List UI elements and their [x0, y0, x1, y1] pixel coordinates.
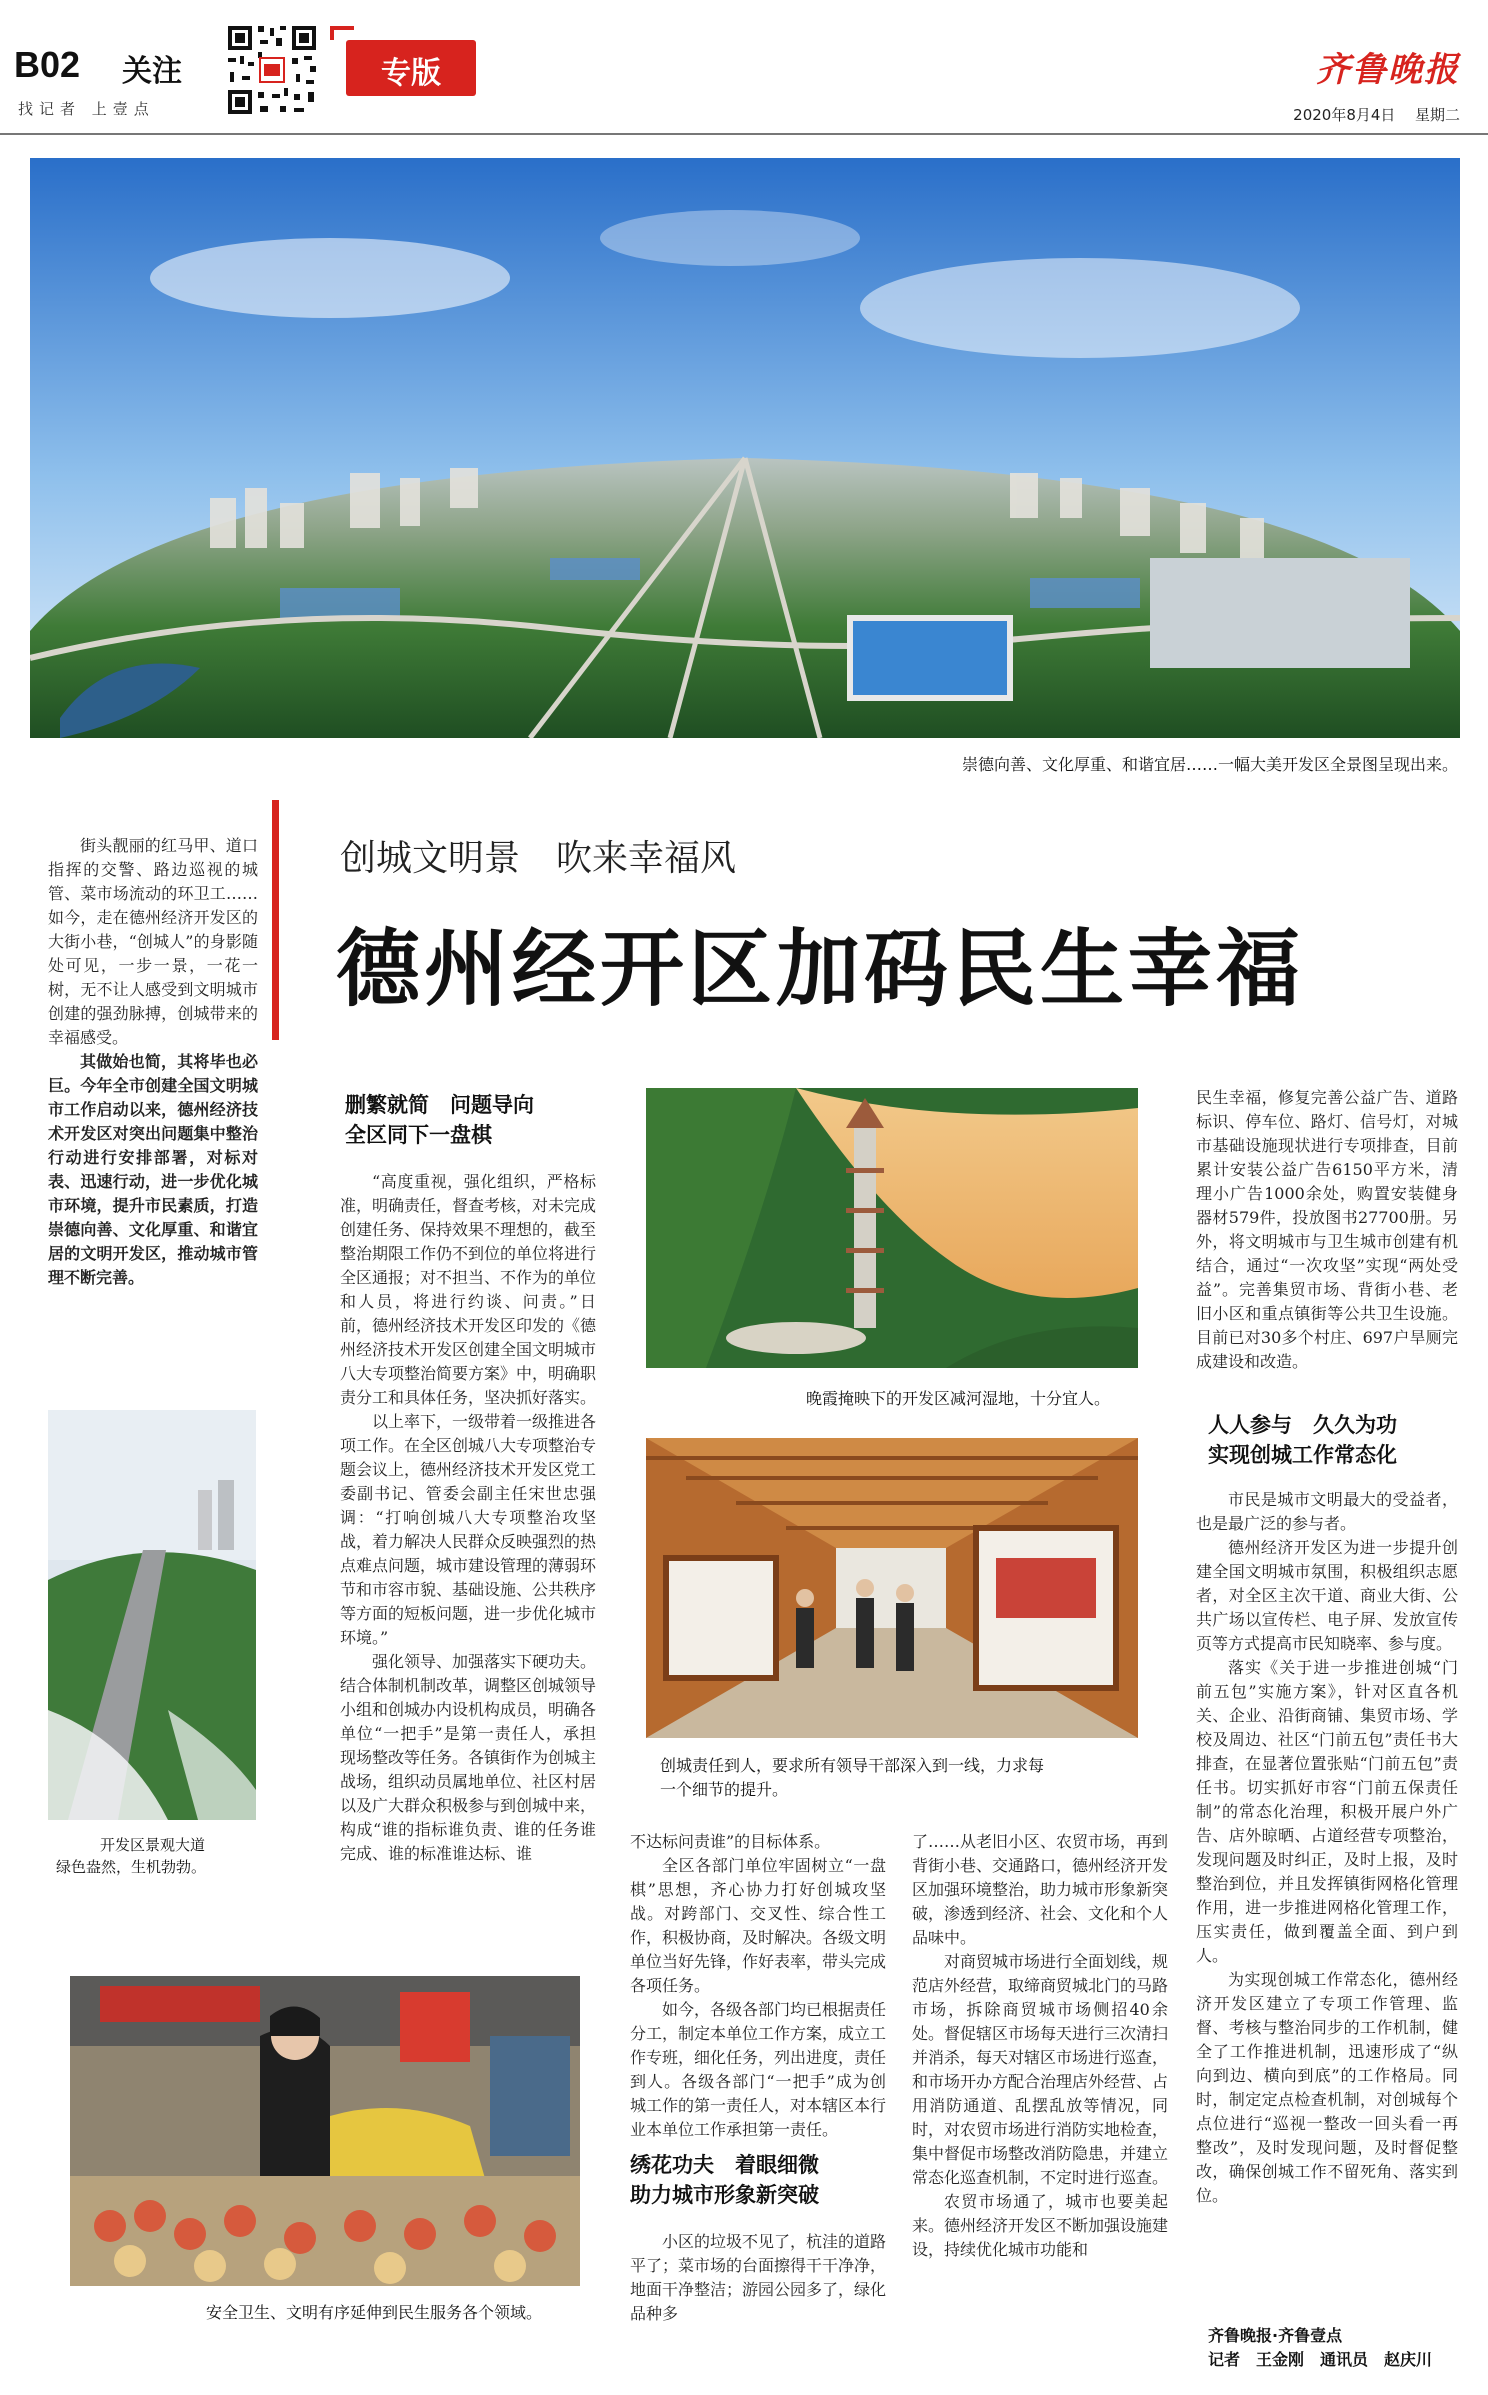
boulevard-caption [56, 1834, 207, 1878]
column-tag-label: 专版 [381, 56, 441, 91]
panorama-photo [30, 158, 1460, 738]
col4-paragraph-2: 对商贸城市场进行全面划线，规范店外经营，取缔商贸城北门的马路市场，拆除商贸城市场侧招40余处。督促辖区市场每天进行三次清扫并消杀，每天对辖区市场进行巡查，和市场开办方配合治理店外经营、占用消防通道、乱摆乱放等情况，同时，对农贸市场进行消防实地检查，集中督促市场整改消防隐患，并建立常态化巡查机制，不定时进行巡查。 [912, 1952, 1169, 2187]
date-text: 2020年8月4日 [1293, 106, 1396, 124]
column-3 [630, 1830, 886, 2142]
byline-reporters: 记者 王金刚 通讯员 赵庆川 [1208, 2350, 1433, 2369]
masthead [0, 0, 1488, 140]
column-2 [340, 1170, 596, 1866]
col2-paragraph-2: 以上率下，一级带着一级推进各项工作。在全区创城八大专项整治专题会议上，德州经济技术开发区党工委副书记、管委会副主任宋世忠强调：“打响创城八大专项整治攻坚战，着力解决人民群众反映强烈的热点难点问题，城市建设管理的薄弱环节和市容市貌、基础设施、公共秩序等方面的短板问题，进一步优化城市环境。” [340, 1412, 597, 1647]
page-number: B02 [14, 44, 81, 85]
boulevard-photo [48, 1410, 256, 1820]
weekday-text: 星期二 [1414, 106, 1460, 124]
corridor-caption [660, 1754, 1044, 1802]
column-5b [1196, 1488, 1458, 2208]
col2-paragraph-3: 强化领导、加强落实下硬功夫。结合体制机制改革，调整区创城领导小组和创城办内设机构成员，明确各单位“一把手”是第一责任人，承担现场整改等任务。各镇街作为创城主战场，组织动员属地单位、社区村居以及广大群众积极参与到创城中来，构成“谁的指标谁负责、谁的任务谁完成、谁的标准谁达标、谁 [340, 1652, 597, 1863]
col3-paragraph-2: 全区各部门单位牢固树立“一盘棋”思想，齐心协力打好创城攻坚战。对跨部门、交叉性、综合性工作，积极协商，及时解决。各级文明单位当好先锋，作好表率，带头完成各项任务。 [630, 1856, 887, 1995]
column-4 [912, 1830, 1168, 2262]
article-kicker: 创城文明景 吹来幸福风 [340, 838, 737, 879]
boulevard-caption-line-1: 开发区景观大道 [100, 1836, 206, 1854]
col4-paragraph-1: 了……从老旧小区、农贸市场，再到背街小巷、交通路口，德州经济开发区加强环境整治，助力城市形象新突破，渗透到经济、社会、文化和个人品味中。 [912, 1832, 1169, 1947]
col4-paragraph-3: 农贸市场通了，城市也要美起来。德州经济开发区不断加强设施建设，持续优化城市功能和 [912, 2192, 1169, 2259]
col5b-paragraph-3: 落实《关于进一步推进创城“门前五包”实施方案》，针对区直各机关、企业、沿街商铺、集贸市场、学校及周边、社区“门前五包”责任书大排查，在显著位置张贴“门前五包”责任书。切实抓好市容“门前五保责任制”的常态化治理，积极开展户外广告、店外晾晒、占道经营专项整治，发现问题及时纠正，及时上报，及时整治到位，并且发挥镇街网格化管理作用，进一步推进网格化管理工作，压实责任，做到覆盖全面、到户到人。 [1196, 1658, 1458, 1965]
lead-paragraph-1: 街头靓丽的红马甲、道口指挥的交警、路边巡视的城管、菜市场流动的环卫工……如今，走在德州经济开发区的大街小巷，“创城人”的身影随处可见，一步一景，一花一树，无不让人感受到文明城市创建的强劲脉搏，创城带来的幸福感受。 [48, 836, 258, 1047]
header-rule [0, 133, 1488, 135]
col2-paragraph-1: “高度重视，强化组织，严格标准，明确责任，督查考核，对未完成创建任务、保持效果不理想的，截至整治期限工作仍不到位的单位将进行全区通报；对不担当、不作为的单位和人员，将进行约谈、问责。”日前，德州经济技术开发区印发的《德州经济技术开发区创建全国文明城市八大专项整治简要方案》中，明确职责分工和具体任务，坚决抓好落实。 [340, 1172, 597, 1407]
col3-paragraph-1: 不达标问责谁”的目标体系。 [630, 1832, 831, 1851]
issue-date [1293, 104, 1460, 125]
market-caption: 安全卫生、文明有序延伸到民生服务各个领域。 [206, 2303, 543, 2322]
lead-paragraph-2: 其做始也简，其将毕也必巨。今年全市创建全国文明城市工作启动以来，德州经济技术开发区对突出问题集中整治行动进行安排部署，对标对表、迅速行动，进一步优化城市环境，提升市民素质，打造崇德向善、文化厚重、和谐宜居的文明开发区，推动城市管理不断完善。 [48, 1052, 258, 1287]
byline [1208, 2324, 1432, 2372]
section-1-title [345, 1090, 534, 1150]
section-2-title-line-2: 助力城市形象新突破 [630, 2183, 819, 2207]
wetland-caption: 晚霞掩映下的开发区减河湿地，十分宜人。 [806, 1389, 1111, 1408]
corridor-caption-line-2: 一个细节的提升。 [660, 1780, 789, 1799]
corridor-caption-line-1: 创城责任到人，要求所有领导干部深入到一线，力求每 [660, 1756, 1045, 1775]
lead-column [48, 834, 258, 1290]
section-name: 关注 [122, 54, 182, 89]
market-photo [70, 1976, 580, 2286]
byline-outlet: 齐鲁晚报·齐鲁壹点 [1208, 2326, 1343, 2345]
wetland-photo [646, 1088, 1138, 1368]
section-2-title-line-1: 绣花功夫 着眼细微 [630, 2153, 819, 2177]
panorama-caption: 崇德向善、文化厚重、和谐宜居……一幅大美开发区全景图呈现出来。 [961, 755, 1458, 774]
section-3-title [1208, 1410, 1397, 1470]
section-2-title [630, 2150, 819, 2210]
boulevard-caption-line-2: 绿色盎然，生机勃勃。 [56, 1858, 207, 1876]
column-tag [330, 26, 480, 108]
col3-paragraph-3: 如今，各级各部门均已根据责任分工，制定本单位工作方案，成立工作专班，细化任务，列出进度，责任到人。各级各部门“一把手”成为创城工作的第一责任人，对本辖区本行业本单位工作承担第一责任。 [630, 2000, 887, 2139]
tagline: 找记者 上壹点 [18, 100, 155, 118]
paper-name: 齐鲁晚报 [1316, 50, 1460, 90]
section-1-title-line-2: 全区同下一盘棋 [345, 1123, 492, 1147]
section-3-title-line-2: 实现创城工作常态化 [1208, 1443, 1397, 1467]
headline-accent-bar [272, 800, 279, 1040]
article-headline: 德州经开区加码民生幸福 [336, 920, 1305, 1018]
section-3-title-line-1: 人人参与 久久为功 [1208, 1413, 1397, 1437]
column-5 [1196, 1086, 1458, 1374]
col5b-paragraph-4: 为实现创城工作常态化，德州经济开发区建立了专项工作管理、监督、考核与整治同步的工作机制，健全了工作推进机制，迅速形成了“纵向到边、横向到底”的工作格局。同时，制定定点检查机制，对创城每个点位进行“巡视一整改一回头看一再整改”，及时发现问题，及时督促整改，确保创城工作不留死角、落实到位。 [1196, 1970, 1458, 2205]
column-3b [630, 2230, 886, 2326]
col5-paragraph-1: 民生幸福，修复完善公益广告、道路标识、停车位、路灯、信号灯，对城市基础设施现状进行专项排查，目前累计安装公益广告6150平方米，清理小广告1000余处，购置安装健身器材579件，投放图书27700册。另外，将文明城市与卫生城市创建有机结合，通过“一次攻坚”实现“两处受益”。完善集贸市场、背街小巷、老旧小区和重点镇街等公共卫生设施。目前已对30多个村庄、697户旱厕完成建设和改造。 [1196, 1088, 1458, 1371]
col5b-paragraph-2: 德州经济开发区为进一步提升创建全国文明城市氛围，积极组织志愿者，对全区主次干道、商业大街、公共广场以宣传栏、电子屏、发放宣传页等方式提高市民知晓率、参与度。 [1196, 1538, 1458, 1653]
col5b-paragraph-1: 市民是城市文明最大的受益者，也是最广泛的参与者。 [1196, 1490, 1458, 1533]
section-1-title-line-1: 删繁就简 问题导向 [345, 1093, 534, 1117]
corridor-photo [646, 1438, 1138, 1738]
qr-code[interactable] [224, 22, 320, 118]
col3b-paragraph-1: 小区的垃圾不见了，杭洼的道路平了；菜市场的台面擦得干干净净，地面干净整洁；游园公园多了，绿化品种多 [630, 2232, 887, 2323]
